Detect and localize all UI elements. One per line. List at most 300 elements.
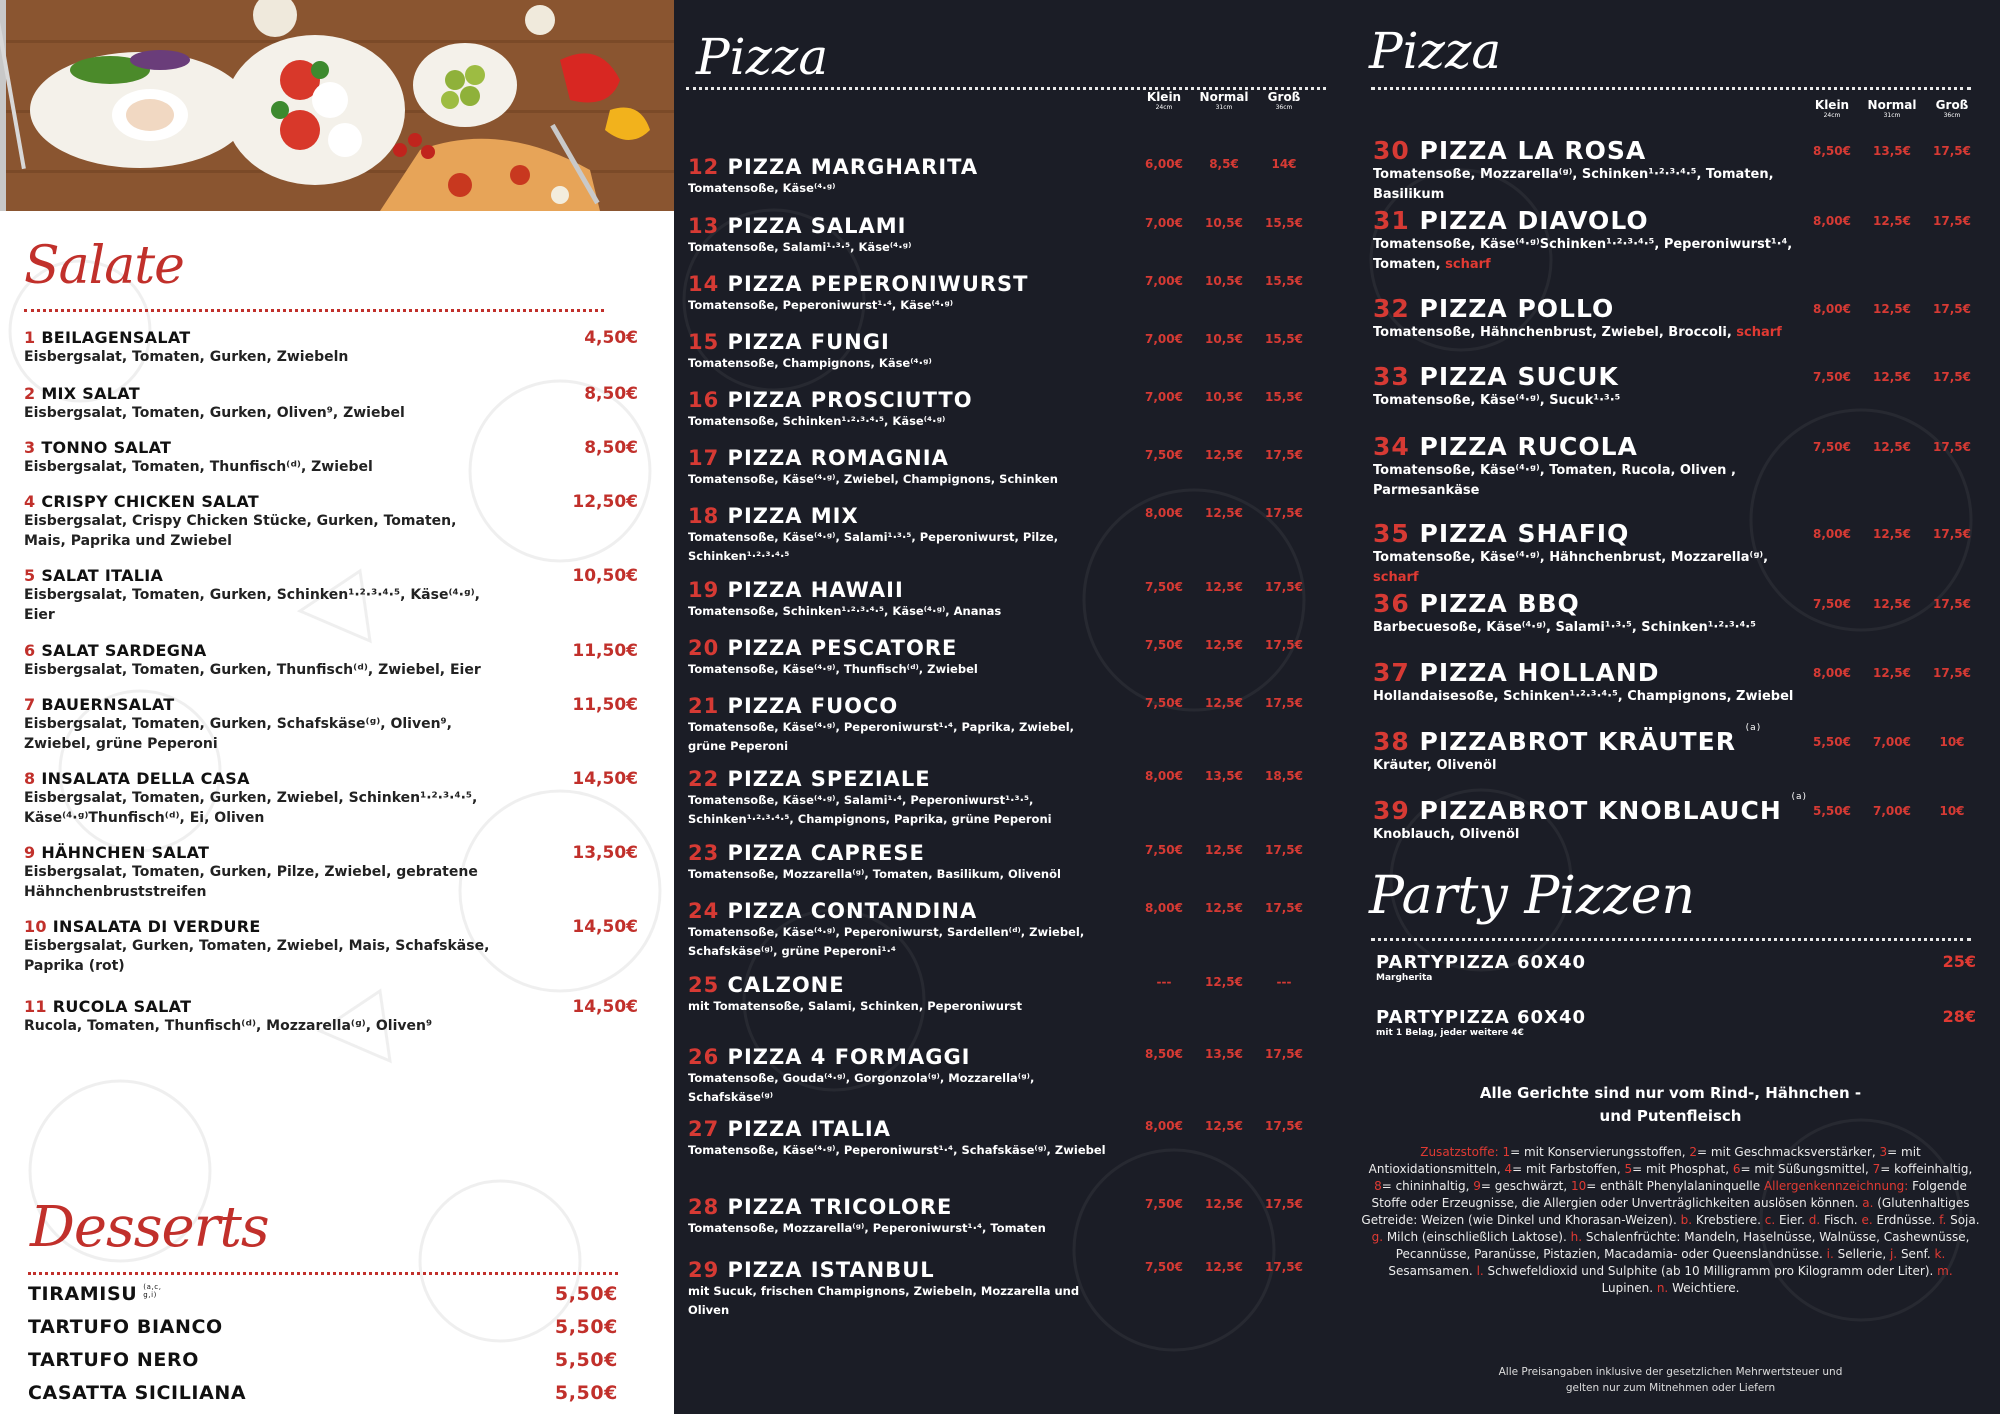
pizza-item — [688, 446, 1108, 489]
price-cell: 8,50€ — [1145, 1047, 1183, 1061]
size-cm: 24cm — [1823, 112, 1841, 119]
price-cell: 10,5€ — [1205, 216, 1243, 230]
pizza-name — [688, 1195, 1108, 1219]
pizza-number: 30 — [1373, 136, 1410, 165]
allergen-segment: m. — [1937, 1264, 1953, 1278]
price-cell: 12,5€ — [1873, 440, 1911, 454]
pizza-item — [688, 636, 1108, 679]
pizza-label: PIZZA PESCATORE — [727, 636, 958, 660]
price-cell: 8,00€ — [1813, 666, 1851, 680]
pizza-name — [1373, 432, 1803, 461]
party-item — [1376, 1007, 1976, 1038]
pizza-description: Tomatensoße, Peperoniwurst¹·⁴, Käse⁽⁴·ᵍ⁾ — [688, 298, 954, 312]
price-cell: 15,5€ — [1265, 216, 1303, 230]
allergen-segment: Lupinen. — [1601, 1281, 1657, 1295]
pizza-number: 12 — [688, 155, 720, 179]
pizza-number: 26 — [688, 1045, 720, 1069]
pizza-label: PIZZA HOLLAND — [1419, 658, 1660, 687]
allergen-segment: 10 — [1570, 1179, 1587, 1193]
price-cell: 10€ — [1939, 804, 1965, 818]
pizza-description — [1373, 235, 1803, 275]
party-price: 25€ — [1942, 952, 1976, 971]
price-cell: 17,5€ — [1265, 1047, 1303, 1061]
salad-description: Eisbergsalat, Tomaten, Gurken, Schafskäse⁽ᵍ⁾, Oliven⁹, Zwiebel, grüne Peperoni — [24, 716, 452, 752]
price-cell: 7,50€ — [1145, 448, 1183, 462]
pizza-name — [688, 767, 1108, 791]
dessert-name: TARTUFO NERO — [28, 1349, 199, 1371]
party-subtitle: mit 1 Belag, jeder weitere 4€ — [1376, 1028, 1524, 1038]
pizza-number: 14 — [688, 272, 720, 296]
price-cell: 17,5€ — [1265, 1197, 1303, 1211]
pizza-label: PIZZA HAWAII — [727, 578, 904, 602]
pizza-description — [1373, 687, 1803, 707]
salad-item — [24, 566, 644, 625]
price-cell: 8,00€ — [1813, 527, 1851, 541]
pizza-number: 24 — [688, 899, 720, 923]
size-cm: 24cm — [1155, 104, 1173, 111]
pizza-description: Tomatensoße, Mozzarella⁽ᵍ⁾, Peperoniwurst¹·⁴, Tomaten — [688, 1221, 1046, 1235]
price-cell: 12,5€ — [1205, 975, 1243, 989]
pizza-name — [688, 578, 1108, 602]
salad-label: RUCOLA SALAT — [52, 997, 192, 1016]
allergen-segment: d. — [1808, 1213, 1824, 1227]
dessert-price: 5,50€ — [554, 1349, 618, 1371]
allergen-segment: 9 — [1473, 1179, 1481, 1193]
pizza-item — [688, 767, 1108, 829]
size-label: Groß — [1267, 90, 1301, 104]
pizza-description — [1373, 618, 1803, 638]
salad-description: Eisbergsalat, Tomaten, Gurken, Schinken¹·²·³·⁴·⁵, Käse⁽⁴·ᵍ⁾, Eier — [24, 587, 480, 623]
party-name: PARTYPIZZA 60X40 — [1376, 952, 1587, 973]
pizza-description-text: Tomatensoße, Käse⁽⁴·ᵍ⁾, Sucuk¹·³·⁵ — [1373, 393, 1621, 408]
pizza-prices — [1134, 216, 1314, 230]
allergen-segment: 2 — [1689, 1145, 1697, 1159]
pizza-name — [688, 214, 1108, 238]
pizza-prices — [1134, 1047, 1314, 1061]
price-cell: 12,5€ — [1873, 666, 1911, 680]
price-cell: 7,50€ — [1813, 370, 1851, 384]
pizza-description: Tomatensoße, Schinken¹·²·³·⁴·⁵, Käse⁽⁴·ᵍ⁾, Ananas — [688, 604, 1002, 618]
price-cell: 17,5€ — [1265, 843, 1303, 857]
allergen-segment: 3 — [1879, 1145, 1888, 1159]
price-cell: 8,50€ — [1813, 144, 1851, 158]
pizza-description: Tomatensoße, Käse⁽⁴·ᵍ⁾ — [688, 181, 836, 195]
pizza-prices — [1134, 638, 1314, 652]
pizza-label: PIZZA CONTANDINA — [727, 899, 978, 923]
pizza-prices — [1134, 769, 1314, 783]
pizza-label: PIZZA SUCUK — [1419, 362, 1619, 391]
dessert-allergens: (a,c, g,i) — [143, 1283, 162, 1299]
pizza-name — [688, 1117, 1108, 1141]
pizza-name — [1373, 589, 1803, 618]
allergen-segment: Sellerie, — [1837, 1247, 1890, 1261]
salad-name — [24, 492, 644, 511]
price-cell: 7,50€ — [1813, 440, 1851, 454]
spicy-label: scharf — [1373, 570, 1419, 585]
dessert-price: 5,50€ — [554, 1382, 618, 1404]
pizza-item — [1373, 432, 1803, 501]
salad-item — [24, 641, 644, 680]
pizza-description-text: Hollandaisesoße, Schinken¹·²·³·⁴·⁵, Champignons, Zwiebel — [1373, 689, 1794, 704]
price-cell: 17,5€ — [1265, 901, 1303, 915]
pizza-description: Tomatensoße, Käse⁽⁴·ᵍ⁾, Peperoniwurst, Sardellen⁽ᵈ⁾, Zwiebel, Schafskäse⁽ᵍ⁾, grüne Peperoni¹·⁴ — [688, 925, 1085, 958]
salad-price: 10,50€ — [572, 566, 638, 586]
pizza-label: PIZZA 4 FORMAGGI — [727, 1045, 971, 1069]
pizza-label: PIZZA POLLO — [1419, 294, 1615, 323]
salad-description: Eisbergsalat, Tomaten, Gurken, Zwiebeln — [24, 349, 349, 365]
pizza-name — [1373, 723, 1803, 756]
pizza-description — [1373, 165, 1803, 205]
price-cell: 12,5€ — [1205, 1260, 1243, 1274]
pizza-item — [688, 504, 1108, 566]
size-label: Normal — [1867, 98, 1917, 112]
pizza-label: PIZZA CAPRESE — [727, 841, 925, 865]
pizza-number: 23 — [688, 841, 720, 865]
pizza-number: 22 — [688, 767, 720, 791]
price-cell: 8,00€ — [1813, 214, 1851, 228]
salad-label: INSALATA DI VERDURE — [52, 917, 261, 936]
price-cell: 15,5€ — [1265, 274, 1303, 288]
price-cell: 7,00€ — [1145, 216, 1183, 230]
party-item — [1376, 952, 1976, 983]
allergen-segment: = mit Konservierungsstoffen, — [1510, 1145, 1690, 1159]
allergen-segment: Milch (einschließlich Laktose). — [1386, 1230, 1571, 1244]
price-cell: 7,00€ — [1145, 274, 1183, 288]
pizza-label: PIZZA ROMAGNIA — [727, 446, 949, 470]
pizza-item — [688, 1195, 1108, 1238]
pizza-label: PIZZA PEPERONIWURST — [727, 272, 1029, 296]
pizza-number: 38 — [1373, 727, 1410, 756]
dessert-name: TIRAMISU — [28, 1283, 138, 1305]
dessert-name: CASATTA SICILIANA — [28, 1382, 247, 1404]
salad-name — [24, 328, 644, 347]
salad-label: CRISPY CHICKEN SALAT — [41, 492, 260, 511]
party-title: Party Pizzen — [1369, 866, 1695, 926]
pizza-prices — [1134, 274, 1314, 288]
salad-description: Rucola, Tomaten, Thunfisch⁽ᵈ⁾, Mozzarella⁽ᵍ⁾, Oliven⁹ — [24, 1018, 433, 1034]
price-cell: 6,00€ — [1145, 157, 1183, 171]
salad-number: 3 — [24, 438, 36, 457]
price-cell: 12,5€ — [1205, 696, 1243, 710]
salads-panel — [0, 0, 674, 1414]
pizza-description: Tomatensoße, Käse⁽⁴·ᵍ⁾, Peperoniwurst¹·⁴, Schafskäse⁽ᵍ⁾, Zwiebel — [688, 1143, 1106, 1157]
salad-label: MIX SALAT — [41, 384, 140, 403]
price-cell: 10€ — [1939, 735, 1965, 749]
allergen-segment: j. — [1889, 1247, 1901, 1261]
pizza-number: 18 — [688, 504, 720, 528]
price-cell: 8,00€ — [1145, 506, 1183, 520]
allergen-segment: = enthält Phenylalaninquelle — [1586, 1179, 1764, 1193]
allergen-segment: b. — [1680, 1213, 1696, 1227]
pizza-label: PIZZA ITALIA — [727, 1117, 891, 1141]
salad-label: SALAT ITALIA — [41, 566, 164, 585]
pizza-name — [1373, 362, 1803, 391]
pizza-prices — [1134, 506, 1314, 520]
price-cell: 13,5€ — [1205, 1047, 1243, 1061]
pizza-item — [688, 155, 1108, 198]
price-cell: 10,5€ — [1205, 390, 1243, 404]
pizza-number: 29 — [688, 1258, 720, 1282]
salad-label: HÄHNCHEN SALAT — [41, 843, 210, 862]
price-cell: 12,5€ — [1205, 506, 1243, 520]
salad-label: BAUERNSALAT — [41, 695, 175, 714]
size-header — [1194, 90, 1254, 111]
allergen-segment: h. — [1570, 1230, 1586, 1244]
pizza-panel-1 — [674, 0, 1341, 1414]
price-cell: 10,5€ — [1205, 274, 1243, 288]
pizza-label: PIZZA FUOCO — [727, 694, 899, 718]
salad-number: 8 — [24, 769, 36, 788]
salad-name — [24, 695, 644, 714]
pizza-name — [1373, 206, 1803, 235]
pizza-number: 31 — [1373, 206, 1410, 235]
pizza-number: 32 — [1373, 294, 1410, 323]
salad-item — [24, 328, 644, 367]
salad-price: 8,50€ — [584, 438, 638, 458]
allergen-segment: a. — [1862, 1196, 1878, 1210]
pizza-item — [688, 694, 1108, 756]
allergen-segment: 8 — [1374, 1179, 1382, 1193]
salad-description: Eisbergsalat, Tomaten, Gurken, Thunfisch⁽ᵈ⁾, Zwiebel, Eier — [24, 662, 481, 678]
allergen-segment: 1 — [1502, 1145, 1511, 1159]
price-cell: 12,5€ — [1205, 1119, 1243, 1133]
pizza-label: PIZZA FUNGI — [727, 330, 890, 354]
price-cell: 17,5€ — [1933, 214, 1971, 228]
pizza-description: Tomatensoße, Käse⁽⁴·ᵍ⁾, Salami¹·³·⁵, Peperoniwurst, Pilze, Schinken¹·²·³·⁴·⁵ — [688, 530, 1059, 563]
price-cell: 8,00€ — [1145, 901, 1183, 915]
price-cell: 8,00€ — [1145, 769, 1183, 783]
pizza-name — [688, 155, 1108, 179]
pizza-prices — [1802, 666, 1982, 680]
salad-label: SALAT SARDEGNA — [41, 641, 207, 660]
allergen-segment: Schalenfrüchte: Mandeln, Haselnüsse, Walnüsse, Cashewnüsse, Pecannüsse, Paranüsse, Pistazien, Macadamia- oder Queenslandnüsse. — [1395, 1230, 1970, 1261]
size-header — [1922, 98, 1982, 119]
allergen-segment: = mit Antioxidationsmitteln, — [1368, 1145, 1921, 1176]
price-cell: 7,00€ — [1145, 390, 1183, 404]
salad-description: Eisbergsalat, Tomaten, Gurken, Oliven⁹, Zwiebel — [24, 405, 405, 421]
dessert-name: TARTUFO BIANCO — [28, 1316, 223, 1338]
allergen-segment: i. — [1826, 1247, 1838, 1261]
pizza-prices — [1134, 901, 1314, 915]
pizza-item — [1373, 136, 1803, 205]
salad-price: 4,50€ — [584, 328, 638, 348]
salad-item — [24, 438, 644, 477]
spicy-label: scharf — [1445, 257, 1491, 272]
price-cell: 7,50€ — [1145, 1260, 1183, 1274]
pizza-number: 19 — [688, 578, 720, 602]
pizza-item — [688, 973, 1108, 1016]
price-cell: 17,5€ — [1933, 527, 1971, 541]
pizza-description-text: Tomatensoße, Käse⁽⁴·ᵍ⁾, Hähnchenbrust, Mozzarella⁽ᵍ⁾, — [1373, 550, 1769, 565]
allergen-segment: = chininhaltig, — [1381, 1179, 1474, 1193]
price-cell: 17,5€ — [1265, 448, 1303, 462]
allergen-segment: Schwefeldioxid und Sulphite (ab 10 Milligramm pro Kilogramm oder Liter). — [1487, 1264, 1938, 1278]
pizza-prices — [1134, 1119, 1314, 1133]
pizza-name — [688, 388, 1108, 412]
size-header — [1862, 98, 1922, 119]
allergen-segment: n. — [1656, 1281, 1673, 1295]
salad-description: Eisbergsalat, Tomaten, Thunfisch⁽ᵈ⁾, Zwiebel — [24, 459, 373, 475]
pizza-name — [1373, 136, 1803, 165]
pizza-number: 34 — [1373, 432, 1410, 461]
pizza-description: Tomatensoße, Käse⁽⁴·ᵍ⁾, Thunfisch⁽ᵈ⁾, Zwiebel — [688, 662, 978, 676]
price-cell: 17,5€ — [1933, 302, 1971, 316]
price-cell: 12,5€ — [1873, 214, 1911, 228]
pizza-description-text: Tomatensoße, Mozzarella⁽ᵍ⁾, Schinken¹·²·³·⁴·⁵, Tomaten, Basilikum — [1373, 167, 1774, 202]
size-header — [1802, 98, 1862, 119]
pizza-prices — [1134, 975, 1314, 989]
size-headers — [1134, 90, 1314, 111]
pizza-prices — [1134, 696, 1314, 710]
price-cell: 8,00€ — [1813, 302, 1851, 316]
price-cell: 7,50€ — [1145, 1197, 1183, 1211]
allergen-segment: 5 — [1624, 1162, 1633, 1176]
pizza-description: Tomatensoße, Schinken¹·²·³·⁴·⁵, Käse⁽⁴·ᵍ⁾ — [688, 414, 946, 428]
salad-number: 7 — [24, 695, 36, 714]
pizza-name — [688, 272, 1108, 296]
price-cell: 17,5€ — [1265, 506, 1303, 520]
dessert-item — [28, 1316, 618, 1338]
salad-price: 14,50€ — [572, 917, 638, 937]
price-cell: 7,00€ — [1145, 332, 1183, 346]
pizza-description: Tomatensoße, Salami¹·³·⁵, Käse⁽⁴·ᵍ⁾ — [688, 240, 912, 254]
allergen-segment: Senf. — [1900, 1247, 1935, 1261]
salad-name — [24, 384, 644, 403]
price-cell: 7,50€ — [1145, 638, 1183, 652]
pizza-number: 20 — [688, 636, 720, 660]
salad-number: 1 — [24, 328, 36, 347]
price-cell: 17,5€ — [1265, 1260, 1303, 1274]
pizza-prices — [1802, 214, 1982, 228]
pizza-label: PIZZA LA ROSA — [1419, 136, 1647, 165]
allergen-segment: Allergenkennzeichnung: — [1763, 1179, 1913, 1193]
pizza-description-text: Tomatensoße, Hähnchenbrust, Zwiebel, Broccoli, — [1373, 325, 1737, 340]
pizza-prices — [1802, 302, 1982, 316]
price-cell: 17,5€ — [1933, 666, 1971, 680]
salad-item — [24, 384, 644, 423]
pizza-item — [688, 578, 1108, 621]
pizza-number: 35 — [1373, 519, 1410, 548]
pizza-description — [1373, 391, 1803, 411]
pizza-item — [1373, 362, 1803, 411]
pizza-item — [1373, 723, 1803, 776]
desserts-divider — [28, 1272, 618, 1275]
price-cell: 7,00€ — [1873, 735, 1911, 749]
price-cell: 17,5€ — [1265, 638, 1303, 652]
salad-price: 11,50€ — [572, 695, 638, 715]
pizza-allergen-note: (a) — [1745, 723, 1762, 733]
dessert-price: 5,50€ — [554, 1283, 618, 1305]
pizza-label: PIZZA ISTANBUL — [727, 1258, 935, 1282]
pizza-prices — [1134, 580, 1314, 594]
salad-name — [24, 843, 644, 862]
pizza-description — [1373, 323, 1803, 343]
price-cell: 12,5€ — [1205, 901, 1243, 915]
price-cell: 17,5€ — [1265, 580, 1303, 594]
allergen-segment: f. — [1939, 1213, 1951, 1227]
salad-number: 4 — [24, 492, 36, 511]
desserts-title: Desserts — [30, 1195, 269, 1260]
pizza-prices — [1802, 735, 1982, 749]
pizza-number: 37 — [1373, 658, 1410, 687]
pizza-description-text: Tomatensoße, Käse⁽⁴·ᵍ⁾Schinken¹·²·³·⁴·⁵, Peperoniwurst¹·⁴, Tomaten, — [1373, 237, 1793, 272]
pizza-divider-2 — [1371, 87, 1971, 90]
size-headers-2 — [1802, 98, 1982, 119]
food-photo — [0, 0, 674, 211]
price-cell: 7,00€ — [1873, 804, 1911, 818]
size-label: Klein — [1146, 90, 1182, 104]
allergen-segment: Weichtiere. — [1672, 1281, 1740, 1295]
pizza-label: PIZZA RUCOLA — [1419, 432, 1638, 461]
pizza-prices — [1134, 390, 1314, 404]
pizza-item — [688, 899, 1108, 961]
salad-number: 5 — [24, 566, 36, 585]
price-cell: 14€ — [1271, 157, 1297, 171]
pizza-item — [1373, 792, 1808, 845]
allergen-segment: Soja. — [1950, 1213, 1980, 1227]
salad-price: 8,50€ — [584, 384, 638, 404]
pizza-description: Tomatensoße, Champignons, Käse⁽⁴·ᵍ⁾ — [688, 356, 932, 370]
pizza-label: PIZZA SPEZIALE — [727, 767, 931, 791]
allergen-segment: Eier. — [1778, 1213, 1809, 1227]
salad-name — [24, 917, 644, 936]
pizza-prices — [1802, 597, 1982, 611]
pizza-name — [688, 504, 1108, 528]
pizza-label: PIZZA MARGHARITA — [727, 155, 979, 179]
salad-item — [24, 917, 644, 976]
price-cell: 17,5€ — [1265, 1119, 1303, 1133]
price-cell: 7,50€ — [1145, 843, 1183, 857]
pizza-description: Tomatensoße, Käse⁽⁴·ᵍ⁾, Salami¹·⁴, Peperoniwurst¹·³·⁵, Schinken¹·²·³·⁴·⁵, Champignons, Paprika, grüne Peperoni — [688, 793, 1052, 826]
salad-price: 14,50€ — [572, 769, 638, 789]
pizza-item — [688, 1045, 1108, 1107]
salad-label: BEILAGENSALAT — [41, 328, 191, 347]
pizza-item — [1373, 294, 1803, 343]
allergen-segment: = mit Süßungsmittel, — [1740, 1162, 1873, 1176]
pizza-prices — [1802, 144, 1982, 158]
pizza-name — [688, 841, 1108, 865]
pizza-description — [1373, 756, 1803, 776]
pizza-item — [1373, 206, 1803, 275]
pizza-item — [688, 272, 1108, 315]
allergen-segment: e. — [1861, 1213, 1877, 1227]
salad-number: 10 — [24, 917, 47, 936]
pizza-name — [1373, 519, 1803, 548]
price-cell: 7,50€ — [1145, 580, 1183, 594]
salad-description: Eisbergsalat, Tomaten, Gurken, Pilze, Zwiebel, gebratene Hähnchenbruststreifen — [24, 864, 478, 900]
salad-price: 11,50€ — [572, 641, 638, 661]
allergen-segment: = mit Farbstoffen, — [1512, 1162, 1625, 1176]
allergen-segment: 4 — [1504, 1162, 1513, 1176]
allergen-segment: k. — [1934, 1247, 1946, 1261]
pizza-number: 39 — [1373, 796, 1410, 825]
pizza-title: Pizza — [696, 28, 829, 86]
pizza-number: 16 — [688, 388, 720, 412]
allergen-segment: = mit Geschmacksverstärker, — [1696, 1145, 1880, 1159]
pizza-prices — [1134, 332, 1314, 346]
pizza-description-text: Kräuter, Olivenöl — [1373, 758, 1497, 773]
pizza-name — [688, 694, 1108, 718]
price-cell: 7,50€ — [1145, 696, 1183, 710]
party-subtitle: Margherita — [1376, 973, 1433, 983]
salad-name — [24, 769, 644, 788]
salad-item — [24, 843, 644, 902]
salad-item — [24, 997, 644, 1036]
price-cell: 8,5€ — [1209, 157, 1239, 171]
size-label: Klein — [1814, 98, 1850, 112]
pizza-item — [1373, 589, 1803, 638]
salad-item — [24, 492, 644, 551]
